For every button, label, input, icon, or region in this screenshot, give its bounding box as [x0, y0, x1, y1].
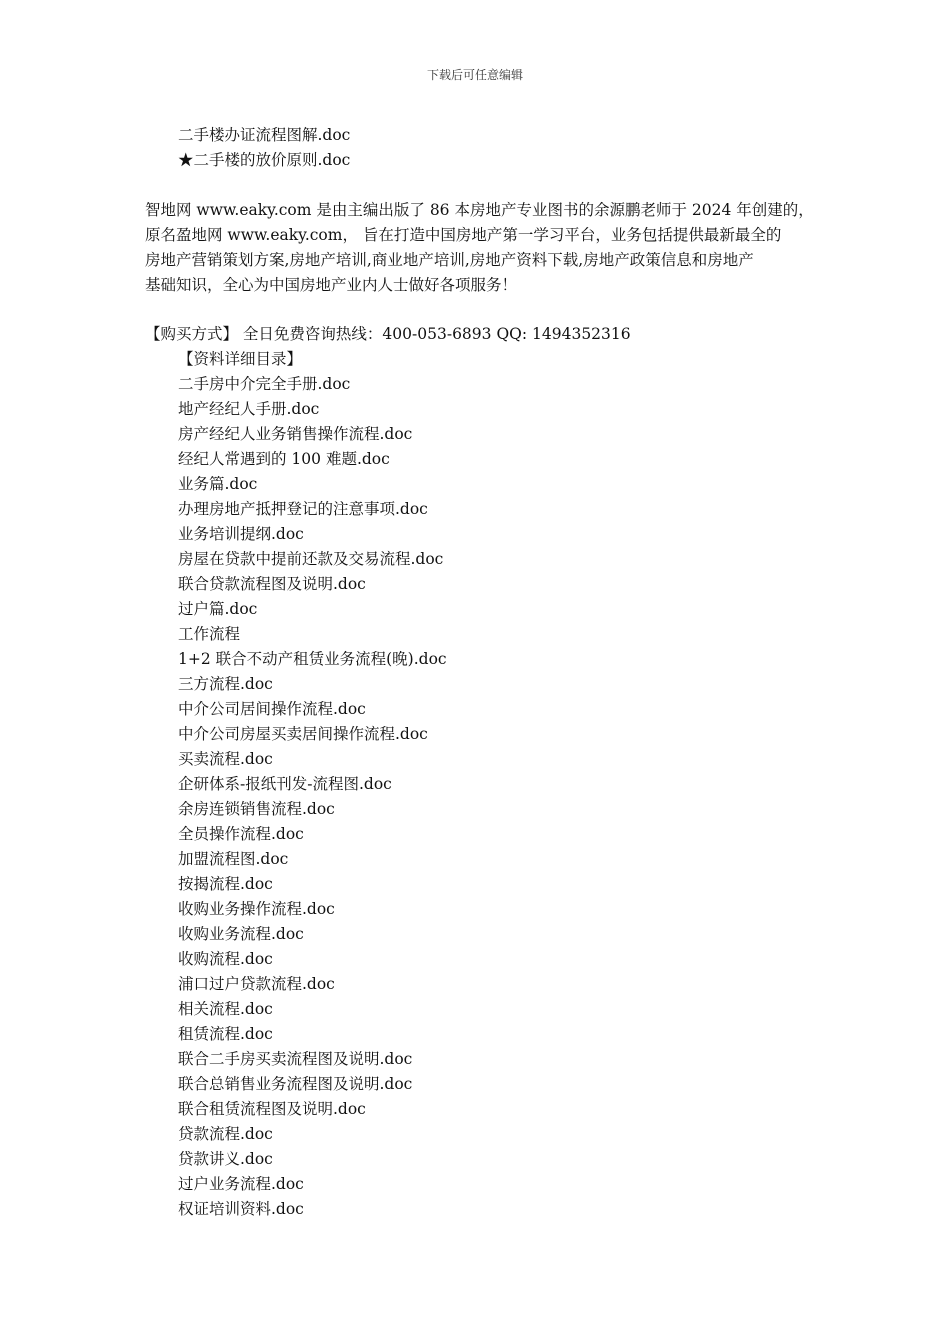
list-item: 过户业务流程.doc: [178, 1175, 304, 1193]
purchase-section: [145, 322, 815, 1222]
list-item: 权证培训资料.doc: [178, 1200, 304, 1218]
intro-line: 智地网 www.eaky.com 是由主编出版了 86 本房地产专业图书的余源鹏老师于 2024 年创建的，: [145, 201, 814, 219]
list-item: 三方流程.doc: [178, 675, 273, 693]
list-item: 联合二手房买卖流程图及说明.doc: [178, 1050, 413, 1068]
list-item: 浦口过户贷款流程.doc: [178, 975, 335, 993]
catalog-list: [145, 372, 815, 1222]
list-item: 中介公司居间操作流程.doc: [178, 700, 366, 718]
purchase-line: 【购买方式】 全日免费咨询热线：400-053-6893 QQ: 1494352316: [145, 325, 631, 343]
list-item: 收购业务操作流程.doc: [178, 900, 335, 918]
list-item: 企研体系-报纸刊发-流程图.doc: [178, 775, 392, 793]
list-item: 按揭流程.doc: [178, 875, 273, 893]
list-item: 贷款流程.doc: [178, 1125, 273, 1143]
list-item: 联合贷款流程图及说明.doc: [178, 575, 366, 593]
list-item: 加盟流程图.doc: [178, 850, 289, 868]
list-item: 中介公司房屋买卖居间操作流程.doc: [178, 725, 428, 743]
list-item: 收购流程.doc: [178, 950, 273, 968]
list-item: 地产经纪人手册.doc: [178, 400, 320, 418]
list-item: ★二手楼的放价原则.doc: [178, 151, 351, 169]
list-item: 二手房中介完全手册.doc: [178, 375, 351, 393]
list-item: 办理房地产抵押登记的注意事项.doc: [178, 500, 428, 518]
top-file-list: [145, 123, 848, 173]
intro-line: 基础知识，全心为中国房地产业内人士做好各项服务！: [145, 276, 518, 294]
list-item: 经纪人常遇到的 100 难题.doc: [178, 450, 390, 468]
list-item: 1+2 联合不动产租赁业务流程(晚).doc: [178, 650, 447, 668]
list-item: 业务培训提纲.doc: [178, 525, 304, 543]
list-item: 联合总销售业务流程图及说明.doc: [178, 1075, 413, 1093]
list-item: 过户篇.doc: [178, 600, 258, 618]
list-item: 业务篇.doc: [178, 475, 258, 493]
list-item: 余房连锁销售流程.doc: [178, 800, 335, 818]
list-item: 联合租赁流程图及说明.doc: [178, 1100, 366, 1118]
catalog-title: 【资料详细目录】: [178, 350, 303, 368]
list-item: 工作流程: [178, 625, 241, 643]
list-item: 相关流程.doc: [178, 1000, 273, 1018]
page-header: 下载后可任意编辑: [426, 68, 523, 82]
list-item: 租赁流程.doc: [178, 1025, 273, 1043]
list-item: 收购业务流程.doc: [178, 925, 304, 943]
intro-line: 房地产营销策划方案,房地产培训,商业地产培训,房地产资料下载,房地产政策信息和房地产: [145, 251, 754, 269]
list-item: 全员操作流程.doc: [178, 825, 304, 843]
intro-line: 原名盈地网 www.eaky.com， 旨在打造中国房地产第一学习平台，业务包括提供最新最全的: [145, 226, 782, 244]
intro-paragraph: [145, 198, 815, 298]
list-item: 买卖流程.doc: [178, 750, 273, 768]
list-item: 房屋在贷款中提前还款及交易流程.doc: [178, 550, 444, 568]
list-item: 房产经纪人业务销售操作流程.doc: [178, 425, 413, 443]
list-item: 贷款讲义.doc: [178, 1150, 273, 1168]
list-item: 二手楼办证流程图解.doc: [178, 126, 351, 144]
